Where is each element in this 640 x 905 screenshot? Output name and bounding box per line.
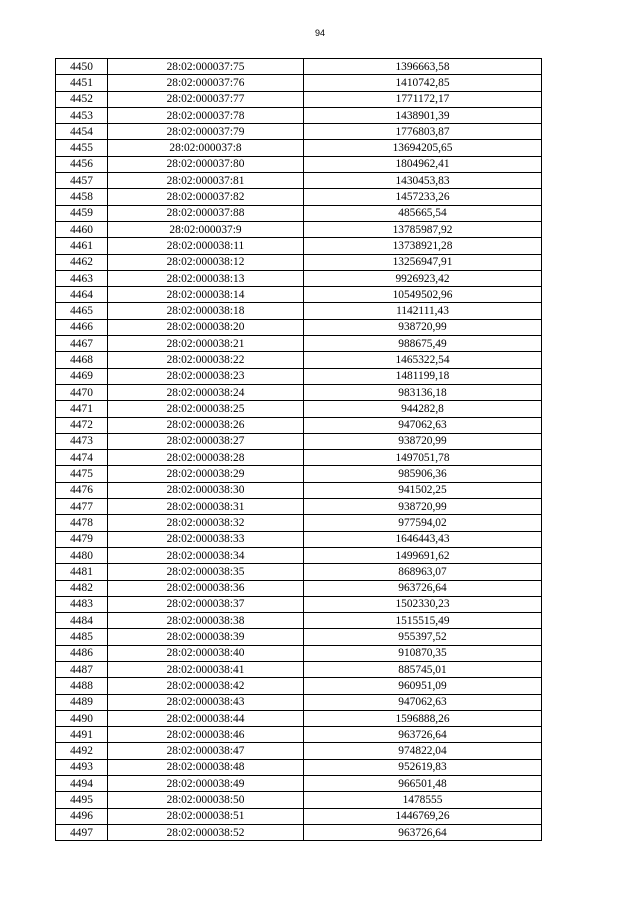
- cadastral-value-cell: 13785987,92: [304, 221, 542, 237]
- row-number-cell: 4473: [56, 433, 108, 449]
- cadastral-value-table: [55, 58, 542, 841]
- cadastral-value-cell: 485665,54: [304, 205, 542, 221]
- cadastral-value-cell: 885745,01: [304, 661, 542, 677]
- cadastral-number-cell: 28:02:000038:13: [108, 270, 304, 286]
- table-row: [56, 824, 542, 840]
- cadastral-number-cell: 28:02:000037:80: [108, 156, 304, 172]
- row-number-cell: 4487: [56, 661, 108, 677]
- cadastral-number-cell: 28:02:000038:41: [108, 661, 304, 677]
- cadastral-number-cell: 28:02:000038:44: [108, 710, 304, 726]
- table-row: [56, 808, 542, 824]
- row-number-cell: 4475: [56, 466, 108, 482]
- row-number-cell: 4482: [56, 580, 108, 596]
- cadastral-value-cell: 963726,64: [304, 727, 542, 743]
- page-number: 94: [314, 28, 325, 38]
- cadastral-number-cell: 28:02:000038:36: [108, 580, 304, 596]
- cadastral-value-cell: 977594,02: [304, 515, 542, 531]
- cadastral-number-cell: 28:02:000038:34: [108, 547, 304, 563]
- cadastral-value-cell: 868963,07: [304, 564, 542, 580]
- cadastral-number-cell: 28:02:000038:32: [108, 515, 304, 531]
- cadastral-number-cell: 28:02:000037:78: [108, 107, 304, 123]
- table-row: [56, 564, 542, 580]
- cadastral-number-cell: 28:02:000037:82: [108, 189, 304, 205]
- table-row: [56, 319, 542, 335]
- cadastral-value-cell: 1142111,43: [304, 303, 542, 319]
- row-number-cell: 4451: [56, 75, 108, 91]
- table-row: [56, 124, 542, 140]
- row-number-cell: 4455: [56, 140, 108, 156]
- table-row: [56, 352, 542, 368]
- row-number-cell: 4459: [56, 205, 108, 221]
- table-row: [56, 710, 542, 726]
- cadastral-number-cell: 28:02:000038:38: [108, 613, 304, 629]
- table-row: [56, 629, 542, 645]
- cadastral-value-cell: 1396663,58: [304, 59, 542, 75]
- cadastral-number-cell: 28:02:000038:22: [108, 352, 304, 368]
- row-number-cell: 4476: [56, 482, 108, 498]
- row-number-cell: 4496: [56, 808, 108, 824]
- cadastral-value-cell: 947062,63: [304, 694, 542, 710]
- table-row: [56, 91, 542, 107]
- cadastral-number-cell: 28:02:000037:9: [108, 221, 304, 237]
- row-number-cell: 4486: [56, 645, 108, 661]
- table-row: [56, 59, 542, 75]
- row-number-cell: 4480: [56, 547, 108, 563]
- table-row: [56, 368, 542, 384]
- cadastral-number-cell: 28:02:000038:31: [108, 499, 304, 515]
- cadastral-number-cell: 28:02:000037:79: [108, 124, 304, 140]
- table-row: [56, 173, 542, 189]
- table-row: [56, 238, 542, 254]
- row-number-cell: 4457: [56, 173, 108, 189]
- cadastral-value-cell: 952619,83: [304, 759, 542, 775]
- row-number-cell: 4481: [56, 564, 108, 580]
- cadastral-value-cell: 963726,64: [304, 824, 542, 840]
- row-number-cell: 4478: [56, 515, 108, 531]
- cadastral-number-cell: 28:02:000037:75: [108, 59, 304, 75]
- cadastral-number-cell: 28:02:000038:27: [108, 433, 304, 449]
- row-number-cell: 4494: [56, 776, 108, 792]
- cadastral-value-cell: 938720,99: [304, 433, 542, 449]
- table-row: [56, 303, 542, 319]
- cadastral-value-cell: 974822,04: [304, 743, 542, 759]
- cadastral-value-cell: 938720,99: [304, 319, 542, 335]
- cadastral-value-cell: 1457233,26: [304, 189, 542, 205]
- cadastral-number-cell: 28:02:000038:39: [108, 629, 304, 645]
- row-number-cell: 4472: [56, 417, 108, 433]
- row-number-cell: 4462: [56, 254, 108, 270]
- cadastral-value-cell: 1596888,26: [304, 710, 542, 726]
- cadastral-value-cell: 9926923,42: [304, 270, 542, 286]
- table-row: [56, 482, 542, 498]
- table-row: [56, 596, 542, 612]
- cadastral-number-cell: 28:02:000038:40: [108, 645, 304, 661]
- row-number-cell: 4468: [56, 352, 108, 368]
- cadastral-value-cell: 1430453,83: [304, 173, 542, 189]
- cadastral-value-cell: 1465322,54: [304, 352, 542, 368]
- cadastral-value-cell: 1804962,41: [304, 156, 542, 172]
- table-row: [56, 401, 542, 417]
- cadastral-value-cell: 1410742,85: [304, 75, 542, 91]
- table-row: [56, 792, 542, 808]
- cadastral-number-cell: 28:02:000038:28: [108, 450, 304, 466]
- cadastral-value-cell: 1497051,78: [304, 450, 542, 466]
- cadastral-value-cell: 1481199,18: [304, 368, 542, 384]
- cadastral-number-cell: 28:02:000038:50: [108, 792, 304, 808]
- row-number-cell: 4484: [56, 613, 108, 629]
- table-row: [56, 466, 542, 482]
- cadastral-value-cell: 941502,25: [304, 482, 542, 498]
- row-number-cell: 4465: [56, 303, 108, 319]
- table-row: [56, 580, 542, 596]
- row-number-cell: 4463: [56, 270, 108, 286]
- table-row: [56, 254, 542, 270]
- row-number-cell: 4461: [56, 238, 108, 254]
- cadastral-value-cell: 1515515,49: [304, 613, 542, 629]
- row-number-cell: 4464: [56, 287, 108, 303]
- row-number-cell: 4488: [56, 678, 108, 694]
- table-row: [56, 433, 542, 449]
- table-row: [56, 743, 542, 759]
- cadastral-value-cell: 1438901,39: [304, 107, 542, 123]
- cadastral-number-cell: 28:02:000038:25: [108, 401, 304, 417]
- cadastral-value-cell: 960951,09: [304, 678, 542, 694]
- cadastral-value-cell: 1446769,26: [304, 808, 542, 824]
- table-row: [56, 336, 542, 352]
- row-number-cell: 4454: [56, 124, 108, 140]
- cadastral-value-cell: 966501,48: [304, 776, 542, 792]
- table-row: [56, 727, 542, 743]
- cadastral-value-cell: 947062,63: [304, 417, 542, 433]
- cadastral-value-cell: 1771172,17: [304, 91, 542, 107]
- table-row: [56, 613, 542, 629]
- table-row: [56, 759, 542, 775]
- table-row: [56, 107, 542, 123]
- cadastral-number-cell: 28:02:000038:47: [108, 743, 304, 759]
- table-row: [56, 678, 542, 694]
- table-row: [56, 499, 542, 515]
- cadastral-value-cell: 1776803,87: [304, 124, 542, 140]
- cadastral-number-cell: 28:02:000037:88: [108, 205, 304, 221]
- cadastral-number-cell: 28:02:000038:52: [108, 824, 304, 840]
- table-row: [56, 287, 542, 303]
- cadastral-number-cell: 28:02:000038:12: [108, 254, 304, 270]
- cadastral-value-cell: 13256947,91: [304, 254, 542, 270]
- cadastral-value-cell: 13738921,28: [304, 238, 542, 254]
- row-number-cell: 4471: [56, 401, 108, 417]
- cadastral-value-cell: 13694205,65: [304, 140, 542, 156]
- cadastral-number-cell: 28:02:000038:20: [108, 319, 304, 335]
- row-number-cell: 4483: [56, 596, 108, 612]
- row-number-cell: 4456: [56, 156, 108, 172]
- row-number-cell: 4485: [56, 629, 108, 645]
- row-number-cell: 4477: [56, 499, 108, 515]
- cadastral-number-cell: 28:02:000038:21: [108, 336, 304, 352]
- cadastral-number-cell: 28:02:000038:46: [108, 727, 304, 743]
- cadastral-number-cell: 28:02:000038:51: [108, 808, 304, 824]
- cadastral-number-cell: 28:02:000038:29: [108, 466, 304, 482]
- table-body: [56, 59, 542, 841]
- row-number-cell: 4479: [56, 531, 108, 547]
- row-number-cell: 4450: [56, 59, 108, 75]
- table-row: [56, 531, 542, 547]
- cadastral-value-cell: 10549502,96: [304, 287, 542, 303]
- cadastral-number-cell: 28:02:000038:49: [108, 776, 304, 792]
- cadastral-number-cell: 28:02:000038:42: [108, 678, 304, 694]
- cadastral-number-cell: 28:02:000038:26: [108, 417, 304, 433]
- cadastral-value-cell: 985906,36: [304, 466, 542, 482]
- cadastral-number-cell: 28:02:000038:35: [108, 564, 304, 580]
- cadastral-number-cell: 28:02:000038:11: [108, 238, 304, 254]
- row-number-cell: 4453: [56, 107, 108, 123]
- cadastral-value-cell: 1499691,62: [304, 547, 542, 563]
- cadastral-value-cell: 1502330,23: [304, 596, 542, 612]
- cadastral-value-cell: 938720,99: [304, 499, 542, 515]
- row-number-cell: 4458: [56, 189, 108, 205]
- cadastral-number-cell: 28:02:000038:14: [108, 287, 304, 303]
- row-number-cell: 4452: [56, 91, 108, 107]
- cadastral-number-cell: 28:02:000038:23: [108, 368, 304, 384]
- table-row: [56, 221, 542, 237]
- cadastral-number-cell: 28:02:000037:77: [108, 91, 304, 107]
- table-row: [56, 776, 542, 792]
- table-row: [56, 661, 542, 677]
- cadastral-number-cell: 28:02:000038:37: [108, 596, 304, 612]
- table-row: [56, 270, 542, 286]
- cadastral-number-cell: 28:02:000038:33: [108, 531, 304, 547]
- cadastral-number-cell: 28:02:000038:18: [108, 303, 304, 319]
- row-number-cell: 4491: [56, 727, 108, 743]
- row-number-cell: 4460: [56, 221, 108, 237]
- row-number-cell: 4495: [56, 792, 108, 808]
- table-row: [56, 205, 542, 221]
- table-row: [56, 140, 542, 156]
- cadastral-value-cell: 988675,49: [304, 336, 542, 352]
- row-number-cell: 4474: [56, 450, 108, 466]
- table-row: [56, 645, 542, 661]
- table-row: [56, 450, 542, 466]
- table-row: [56, 417, 542, 433]
- table-row: [56, 547, 542, 563]
- cadastral-number-cell: 28:02:000037:81: [108, 173, 304, 189]
- row-number-cell: 4470: [56, 384, 108, 400]
- cadastral-number-cell: 28:02:000038:43: [108, 694, 304, 710]
- cadastral-number-cell: 28:02:000038:48: [108, 759, 304, 775]
- cadastral-value-cell: 963726,64: [304, 580, 542, 596]
- cadastral-value-cell: 1646443,43: [304, 531, 542, 547]
- table-row: [56, 694, 542, 710]
- row-number-cell: 4490: [56, 710, 108, 726]
- cadastral-value-cell: 983136,18: [304, 384, 542, 400]
- row-number-cell: 4467: [56, 336, 108, 352]
- cadastral-value-cell: 955397,52: [304, 629, 542, 645]
- row-number-cell: 4492: [56, 743, 108, 759]
- row-number-cell: 4493: [56, 759, 108, 775]
- cadastral-value-cell: 944282,8: [304, 401, 542, 417]
- table-row: [56, 156, 542, 172]
- cadastral-value-cell: 1478555: [304, 792, 542, 808]
- table-row: [56, 384, 542, 400]
- cadastral-number-cell: 28:02:000037:8: [108, 140, 304, 156]
- cadastral-number-cell: 28:02:000038:30: [108, 482, 304, 498]
- cadastral-number-cell: 28:02:000037:76: [108, 75, 304, 91]
- row-number-cell: 4466: [56, 319, 108, 335]
- table-row: [56, 189, 542, 205]
- row-number-cell: 4489: [56, 694, 108, 710]
- row-number-cell: 4497: [56, 824, 108, 840]
- row-number-cell: 4469: [56, 368, 108, 384]
- table-row: [56, 75, 542, 91]
- cadastral-number-cell: 28:02:000038:24: [108, 384, 304, 400]
- table-row: [56, 515, 542, 531]
- cadastral-value-cell: 910870,35: [304, 645, 542, 661]
